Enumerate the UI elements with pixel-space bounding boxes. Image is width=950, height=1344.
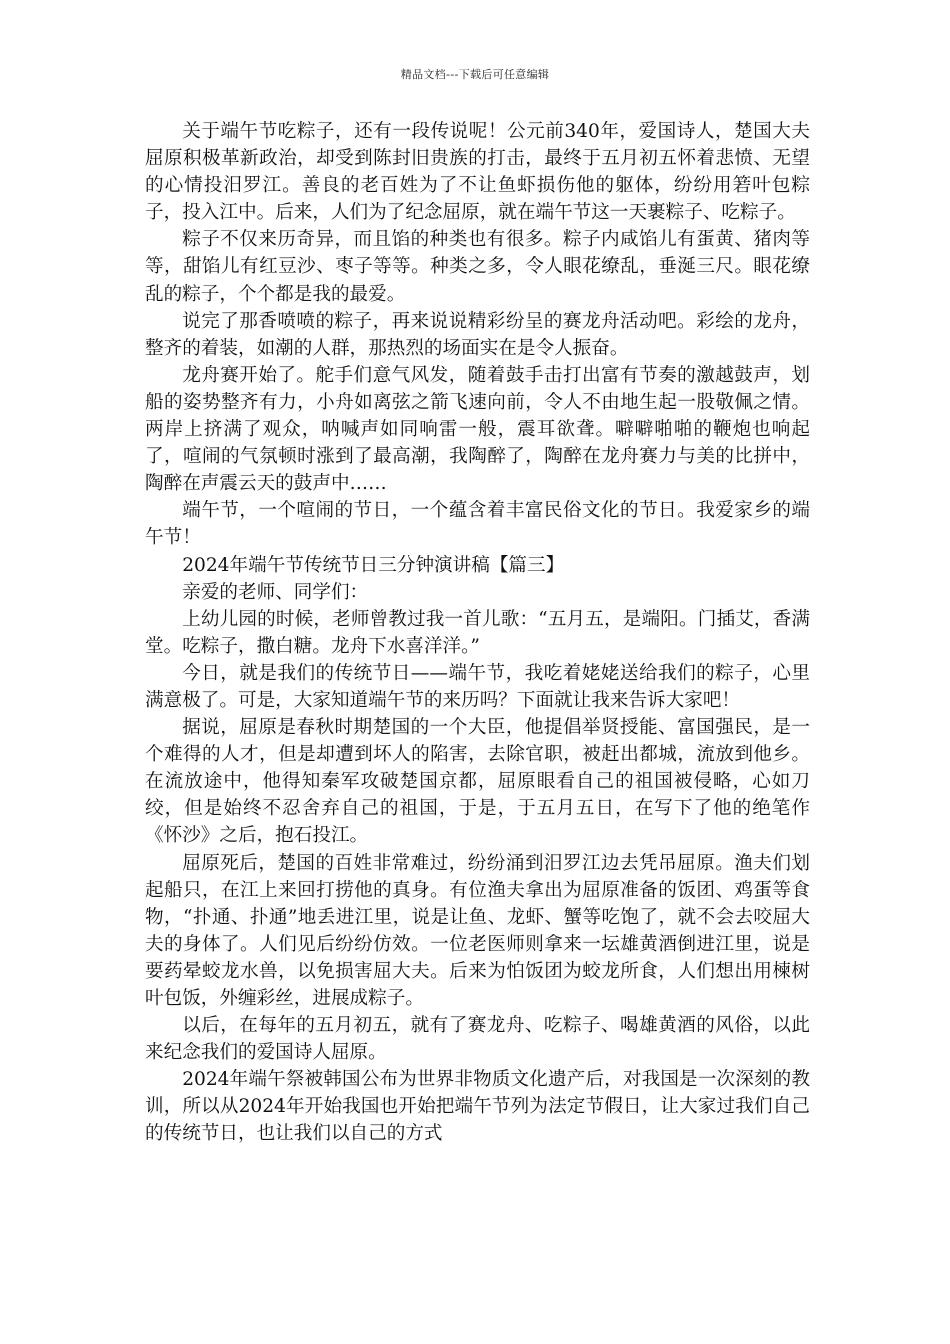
paragraph-heritage: 2024年端午祭被韩国公布为世界非物质文化遗产后，对我国是一次深刻的教训，所以从2024年开始我国也开始把端午节列为法定节假日，让大家过我们自己的传统节日，也让我们以自己的方式 bbox=[145, 1069, 810, 1145]
paragraph-love-festival: 端午节，一个喧闹的节日，一个蕴含着丰富民俗文化的节日。我爱家乡的端午节！ bbox=[145, 500, 810, 549]
paragraph-nursery-rhyme: 上幼儿园的时候，老师曾教过我一首儿歌：“五月五，是端阳。门插艾，香满堂。吃粽子，撒白糖。龙舟下水喜洋洋。” bbox=[145, 608, 810, 657]
page-header: 精品文档---下载后可任意编辑 bbox=[400, 68, 550, 81]
paragraph-dragon-boat-intro: 说完了那香喷喷的粽子，再来说说精彩纷呈的赛龙舟活动吧。彩绘的龙舟，整齐的着装，如潮的人群，那热烈的场面实在是令人振奋。 bbox=[145, 310, 810, 359]
paragraph-after-death: 屈原死后，楚国的百姓非常难过，纷纷涌到汨罗江边去凭吊屈原。渔夫们划起船只，在江上来回打捞他的真身。有位渔夫拿出为屈原准备的饭团、鸡蛋等食物，“扑通、扑通”地丢进江里，说是让鱼、龙虾、蟹等吃饱了，就不会去咬屈大夫的身体了。人们见后纷纷仿效。一位老医师则拿来一坛雄黄酒倒进江里，说是要药晕蛟龙水兽，以免损害屈大夫。后来为怕饭团为蛟龙所食，人们想出用楝树叶包饭，外缠彩丝，进展成粽子。 bbox=[145, 852, 810, 1009]
paragraph-qu-yuan-story: 据说，屈原是春秋时期楚国的一个大臣，他提倡举贤授能、富国强民，是一个难得的人才，但是却遭到坏人的陷害，去除官职，被赶出都城，流放到他乡。在流放途中，他得知秦军攻破楚国京都，屈原眼看自己的祖国被侵略，心如刀绞，但是始终不忍舍弃自己的祖国，于是，于五月五日，在写下了他的绝笔作《怀沙》之后，抱石投江。 bbox=[145, 717, 810, 847]
paragraph-zongzi-fillings: 粽子不仅来历奇异，而且馅的种类也有很多。粽子内咸馅儿有蛋黄、猪肉等等，甜馅儿有红豆沙、枣子等等。种类之多，令人眼花缭乱，垂涎三尺。眼花缭乱的粽子，个个都是我的最爱。 bbox=[145, 229, 810, 305]
document-body bbox=[145, 118, 810, 1148]
paragraph-dragon-boat-race: 龙舟赛开始了。舵手们意气风发，随着鼓手击打出富有节奏的激越鼓声，划船的姿势整齐有力，小舟如离弦之箭飞速向前，令人不由地生起一股敬佩之情。两岸上挤满了观众，呐喊声如同响雷一般，震耳欲聋。噼噼啪啪的鞭炮也响起了，喧闹的气氛顿时涨到了最高潮，我陶醉了，陶醉在龙舟赛力与美的比拼中，陶醉在声震云天的鼓声中…… bbox=[145, 364, 810, 495]
section-heading: 2024年端午节传统节日三分钟演讲稿【篇三】 bbox=[182, 554, 565, 576]
salutation: 亲爱的老师、同学们： bbox=[182, 581, 369, 603]
paragraph-today: 今日，就是我们的传统节日——端午节，我吃着姥姥送给我们的粽子，心里满意极了。可是，大家知道端午节的来历吗？下面就让我来告诉大家吧！ bbox=[145, 662, 810, 711]
paragraph-legend: 关于端午节吃粽子，还有一段传说呢！公元前340年，爱国诗人，楚国大夫屈原积极革新政治，却受到陈封旧贵族的打击，最终于五月初五怀着悲愤、无望的心情投汨罗江。善良的老百姓为了不让鱼虾损伤他的躯体，纷纷用箬叶包粽子，投入江中。后来，人们为了纪念屈原，就在端午节这一天裹粽子、吃粽子。 bbox=[145, 121, 810, 224]
paragraph-customs: 以后，在每年的五月初五，就有了赛龙舟、吃粽子、喝雄黄酒的风俗，以此来纪念我们的爱国诗人屈原。 bbox=[145, 1015, 810, 1064]
